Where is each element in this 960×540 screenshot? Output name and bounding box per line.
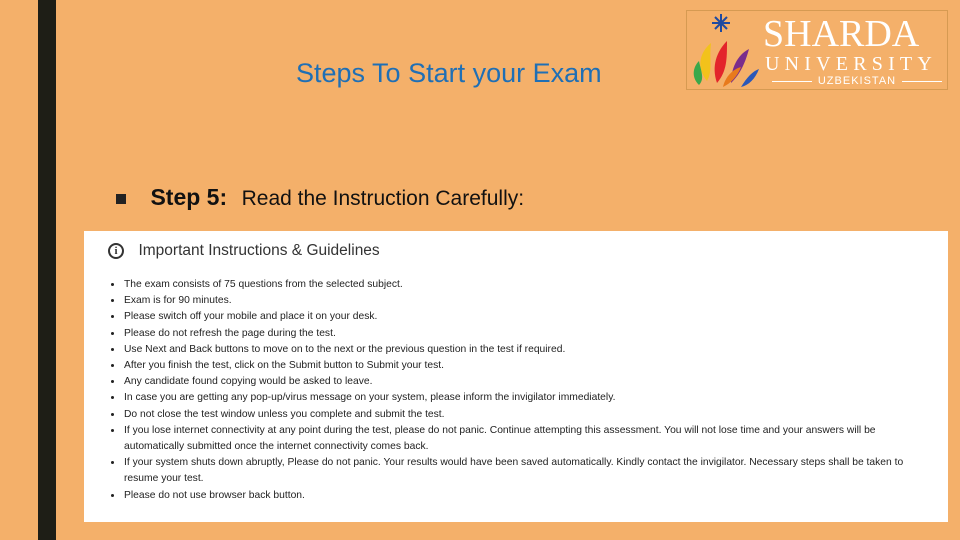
list-item: If your system shuts down abruptly, Please do not panic. Your results would have been saved automatically. Kindly contact the invigilator. Necessary steps shall be taken to resume your test.: [108, 455, 938, 487]
instructions-list: [108, 277, 938, 504]
logo-name-text: SHARDA: [763, 13, 920, 55]
step-label: Step 5:: [150, 184, 228, 210]
list-item: Please do not use browser back button.: [108, 488, 938, 504]
left-accent-bar: [38, 0, 56, 540]
list-item: In case you are getting any pop-up/virus message on your system, please inform the invigilator immediately.: [108, 390, 938, 406]
square-bullet-icon: [116, 194, 126, 204]
instructions-panel: [84, 231, 948, 522]
list-item: Any candidate found copying would be asked to leave.: [108, 374, 938, 390]
list-item: The exam consists of 75 questions from the selected subject.: [108, 277, 938, 293]
logo-country-text: UZBEKISTAN: [765, 75, 949, 87]
list-item: Do not close the test window unless you complete and submit the test.: [108, 407, 938, 423]
list-item: If you lose internet connectivity at any point during the test, please do not panic. Continue attempting this assessment. You will not lose time and your answers will be automatically submitted once the internet connectivity comes back.: [108, 423, 938, 455]
logo-sub-text: UNIVERSITY: [765, 53, 937, 75]
university-logo: [686, 10, 948, 90]
list-item: Exam is for 90 minutes.: [108, 293, 938, 309]
list-item: After you finish the test, click on the Submit button to Submit your test.: [108, 358, 938, 374]
slide-title: Steps To Start your Exam: [296, 58, 602, 88]
panel-title: Important Instructions & Guidelines: [138, 242, 380, 259]
info-icon: i: [108, 243, 124, 259]
step-text: Read the Instruction Carefully:: [241, 187, 525, 210]
step-row: [116, 184, 524, 211]
list-item: Please switch off your mobile and place it on your desk.: [108, 309, 938, 325]
list-item: Please do not refresh the page during the test.: [108, 326, 938, 342]
list-item: Use Next and Back buttons to move on to the next or the previous question in the test if required.: [108, 342, 938, 358]
panel-header: [108, 242, 380, 260]
lotus-emblem-icon: [687, 11, 763, 91]
